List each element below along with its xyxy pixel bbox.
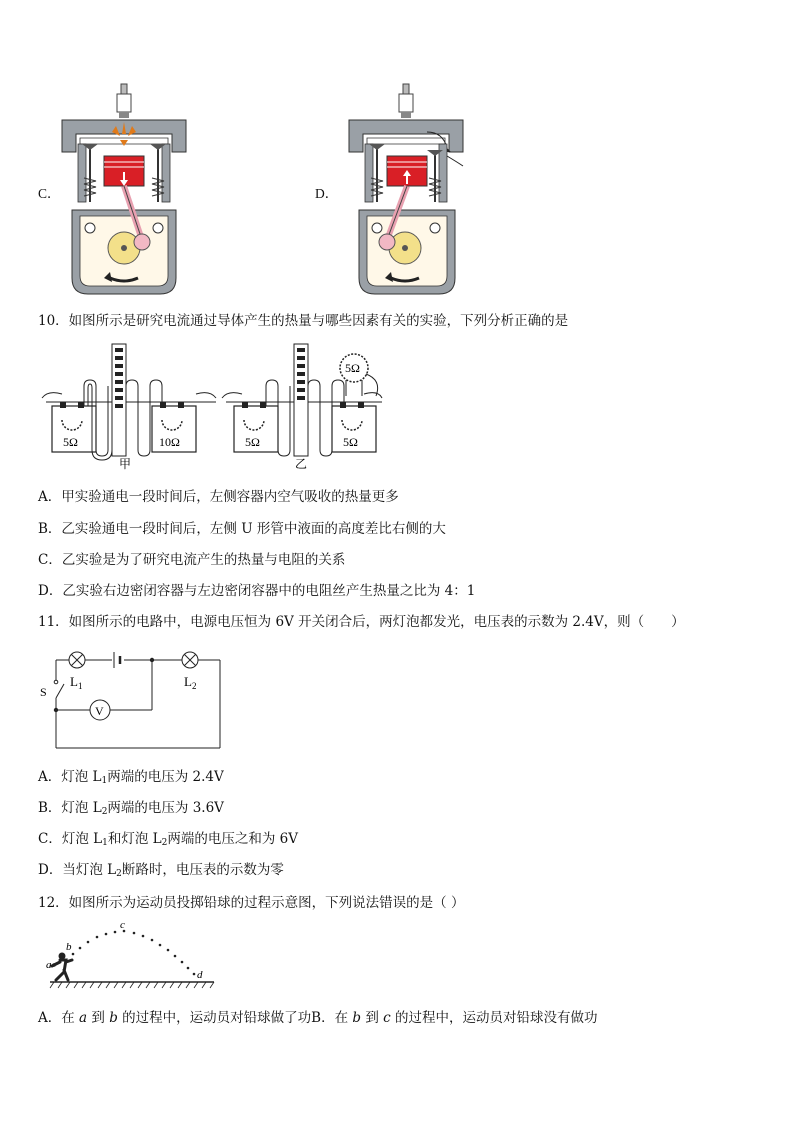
jia-label: 甲: [119, 457, 132, 471]
q12-options: A．在 a 到 b 的过程中，运动员对铅球做了功B．在 b 到 c 的过程中，运动员对铅球没有做功: [38, 1010, 598, 1026]
point-a-label: a: [46, 959, 52, 971]
jia-left-resistor-label: 5Ω: [63, 435, 78, 449]
point-b-label: b: [66, 941, 72, 953]
q10-option-a: A．甲实验通电一段时间后，左侧容器内空气吸收的热量更多: [38, 489, 399, 505]
q10-stem: 10．如图所示是研究电流通过导体产生的热量与哪些因素有关的实验，下列分析正确的是: [38, 313, 569, 329]
q11-option-a: A．灯泡 $L_1$两端的电压为 2.4V: [38, 769, 224, 786]
q10-option-d: D．乙实验右边密闭容器与左边密闭容器中的电阻丝产生热量之比为 4：1: [38, 583, 476, 599]
q10-figure: [36, 340, 386, 474]
jia-right-resistor-label: 10Ω: [159, 435, 180, 449]
lamp-l1-label: $L_1$: [70, 674, 83, 691]
point-c-label: c: [120, 920, 125, 931]
yi-top-resistor-label: 5Ω: [345, 361, 360, 375]
q11-option-d: D．当灯泡 $L_2$断路时，电压表的示数为零: [38, 862, 284, 879]
q11-option-c: C．灯泡 $L_1$和灯泡 $L_2$两端的电压之和为 6V: [38, 831, 298, 848]
yi-right-resistor-label: 5Ω: [343, 435, 358, 449]
yi-label: 乙: [295, 457, 308, 471]
point-d-label: d: [197, 969, 203, 981]
q11-stem: 11．如图所示的电路中，电源电压恒为 6V 开关闭合后，两灯泡都发光，电压表的示数为 2.4V，则（ ）: [38, 614, 685, 630]
q10-option-b: B．乙实验通电一段时间后，左侧 U 形管中液面的高度差比右侧的大: [38, 521, 446, 537]
switch-s-label: S: [40, 685, 47, 699]
q9-option-d-label: D．: [315, 186, 339, 201]
engine-diagram-d: [347, 82, 467, 298]
yi-left-resistor-label: 5Ω: [245, 435, 260, 449]
voltmeter-label: V: [95, 704, 104, 718]
q12-shot-put-figure: [42, 920, 222, 992]
q9-option-c-label: C．: [38, 186, 61, 201]
q10-option-c: C．乙实验是为了研究电流产生的热量与电阻的关系: [38, 552, 346, 568]
engine-diagram-c: [60, 82, 190, 298]
q11-option-b: B．灯泡 $L_2$两端的电压为 3.6V: [38, 800, 224, 817]
q12-stem: 12．如图所示为运动员投掷铅球的过程示意图，下列说法错误的是（ ）: [38, 895, 465, 911]
q11-circuit-diagram: [40, 646, 230, 752]
lamp-l2-label: $L_2$: [184, 674, 197, 691]
